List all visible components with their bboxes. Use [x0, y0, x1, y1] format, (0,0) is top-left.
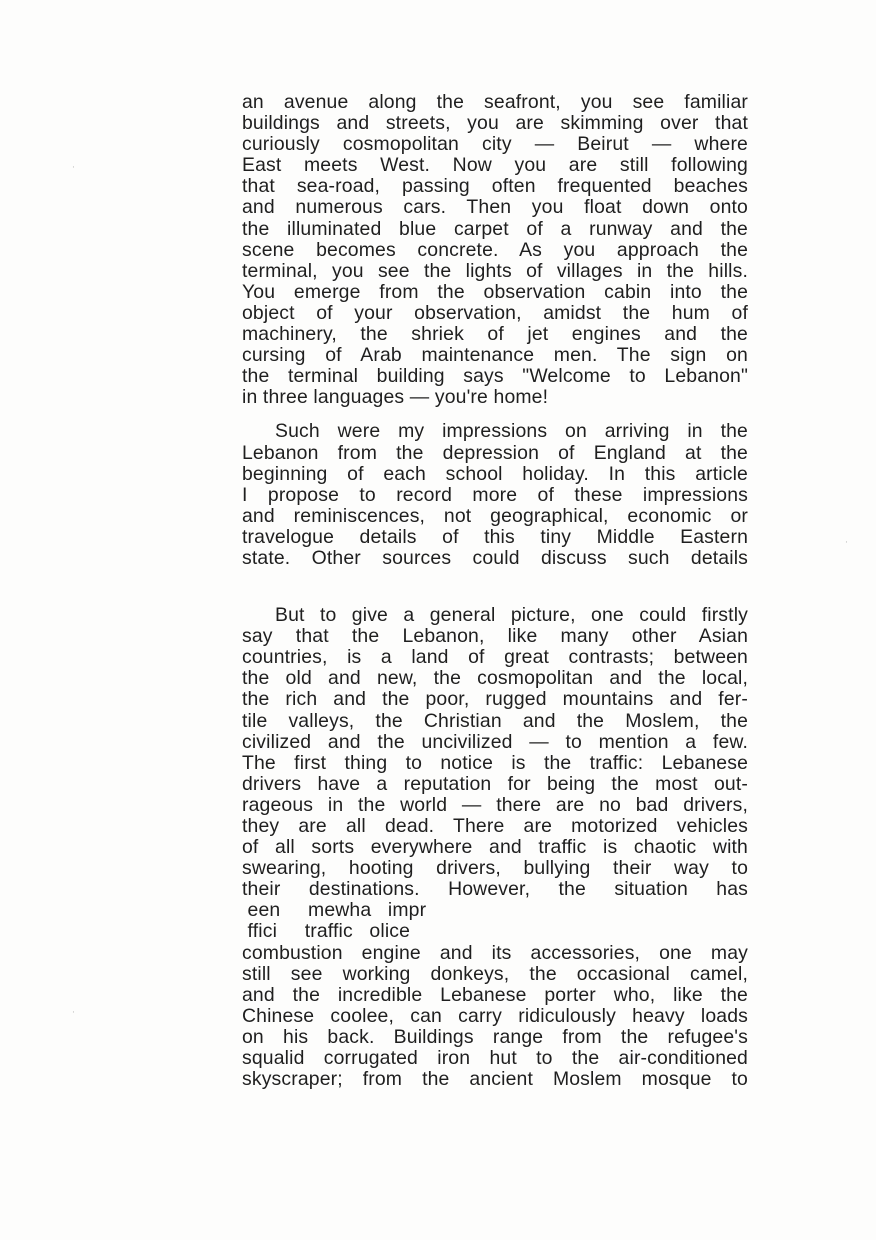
text-line: buildings and streets, you are skimming over that — [242, 112, 748, 135]
text-line: their destinations. However, the situation has — [242, 878, 748, 901]
text-line: Chinese coolee, can carry ridiculously heavy loads — [242, 1004, 748, 1027]
margin-speck: · — [72, 163, 75, 173]
text-line: I propose to record more of these impressions — [242, 483, 748, 506]
text-line: and the incredible Lebanese porter who, like the — [242, 983, 748, 1006]
text-line: they are all dead. There are motorized vehicles — [242, 815, 748, 837]
text-line: Such were my impressions on arriving in the — [275, 420, 748, 443]
text-line: combustion engine and its accessories, one may — [242, 941, 748, 964]
text-line: an avenue along the seafront, you see familiar — [242, 91, 748, 113]
text-line: Lebanon from the depression of England at the — [242, 441, 748, 464]
text-line: scene becomes concrete. As you approach the — [242, 238, 748, 261]
text-line: object of your observation, amidst the hum of — [242, 301, 748, 324]
text-line: on his back. Buildings range from the refugee's — [242, 1025, 748, 1048]
text-line: still see working donkeys, the occasional camel, — [242, 962, 748, 985]
text-line: squalid corrugated iron hut to the air-conditioned — [242, 1047, 748, 1070]
text-line: terminal, you see the lights of villages in the hills. — [242, 259, 748, 282]
text-line: skyscraper; from the ancient Moslem mosque to — [242, 1068, 748, 1091]
text-line: tile valleys, the Christian and the Moslem, the — [242, 709, 748, 732]
text-line: the terminal building says "Welcome to Lebanon" — [242, 365, 748, 388]
text-line: the rich and the poor, rugged mountains and fer- — [242, 688, 748, 711]
text-line: of all sorts everywhere and traffic is chaotic with — [242, 836, 748, 859]
text-line: the illuminated blue carpet of a runway and the — [242, 217, 748, 240]
text-line: rageous in the world — there are no bad drivers, — [242, 793, 748, 816]
text-line: curiously cosmopolitan city — Beirut — where — [242, 133, 748, 156]
text-line: machinery, the shriek of jet engines and the — [242, 323, 748, 346]
text-line: in three languages — you're home! — [242, 386, 549, 409]
text-line: But to give a general picture, one could firstly — [275, 604, 748, 627]
text-line: state. Other sources could discuss such details — [242, 546, 748, 569]
paragraph-3 — [242, 605, 748, 1090]
damaged-text-line: een mewha impr — [242, 899, 427, 922]
text-line: that sea-road, passing often frequented beaches — [242, 175, 748, 198]
text-line: East meets West. Now you are still following — [242, 154, 748, 177]
text-line: countries, is a land of great contrasts; between — [242, 646, 748, 669]
text-line: cursing of Arab maintenance men. The sign on — [242, 344, 748, 367]
text-line: and reminiscences, not geographical, economic or — [242, 504, 748, 527]
text-line: The first thing to notice is the traffic: Lebanese — [242, 751, 748, 774]
text-line: civilized and the uncivilized — to mention a few. — [242, 730, 748, 753]
text-line: and numerous cars. Then you float down onto — [242, 196, 748, 219]
text-line: swearing, hooting drivers, bullying their way to — [242, 857, 748, 880]
text-line: travelogue details of this tiny Middle Eastern — [242, 525, 748, 548]
paragraph-2 — [242, 421, 748, 569]
text-line: You emerge from the observation cabin into the — [242, 280, 748, 303]
text-line: beginning of each school holiday. In this article — [242, 462, 748, 485]
damaged-text-line: ffici traffic olice — [242, 920, 411, 943]
text-line: drivers have a reputation for being the most out- — [242, 772, 748, 795]
text-line: the old and new, the cosmopolitan and the local, — [242, 667, 748, 690]
paragraph-1 — [242, 92, 748, 408]
margin-speck: · — [845, 538, 848, 548]
margin-speck: · — [72, 1008, 75, 1018]
text-line: say that the Lebanon, like many other Asian — [242, 625, 748, 648]
article-text-column — [242, 92, 748, 1090]
